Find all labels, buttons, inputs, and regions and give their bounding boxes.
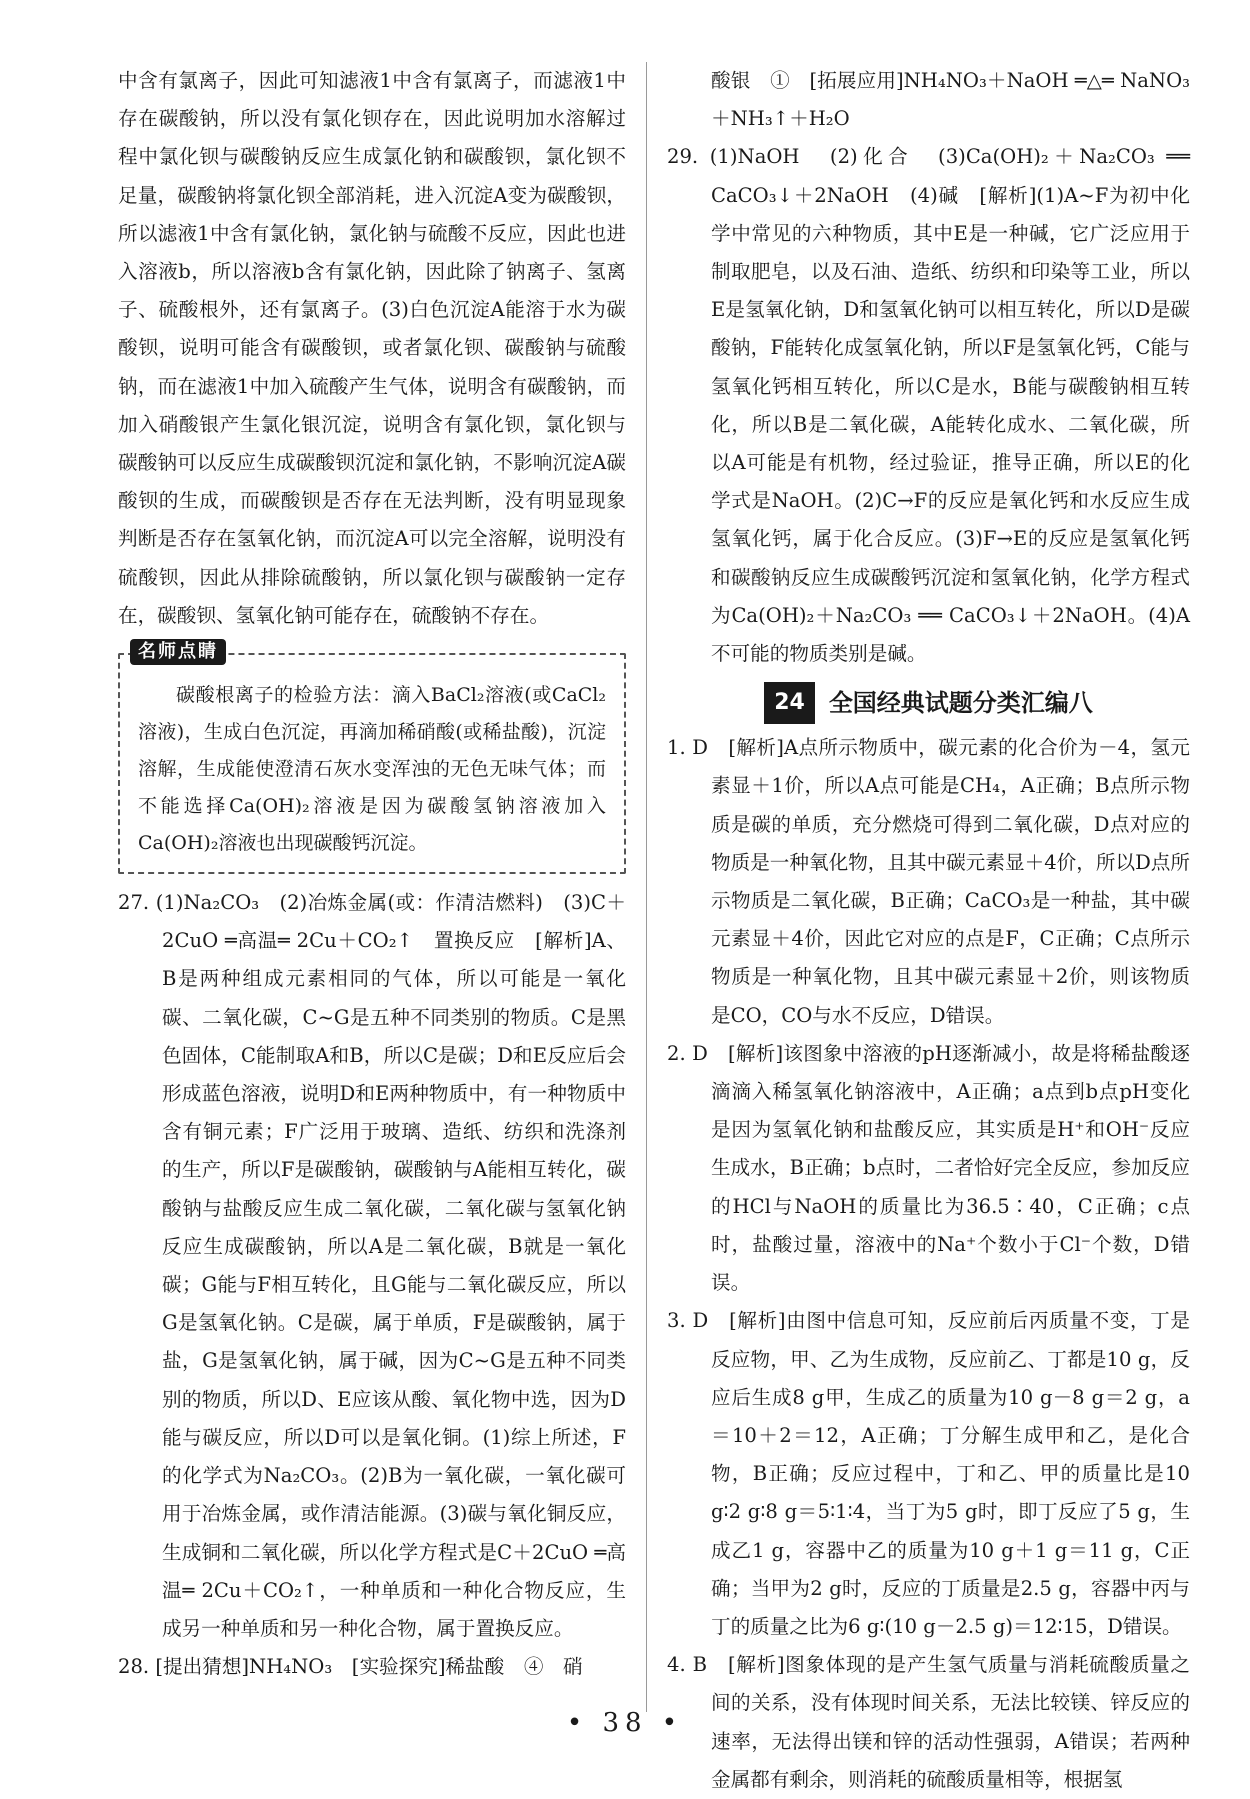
answer-2: 2. D [解析]该图象中溶液的pH逐渐减小，故是将稀盐酸逐滴滴入稀氢氧化钠溶液中，A正确；a点到b点pH变化是因为氢氧化钠和盐酸反应，其实质是H⁺和OH⁻反应生成水，B正确；b点时，二者恰好完全反应，参加反应的HCl与NaOH的质量比为36.5∶40，C正确；c点时，盐酸过量，溶液中的Na⁺个数小于Cl⁻个数，D错误。	[667, 1041, 1190, 1295]
tip-box	[118, 641, 626, 874]
answer-28-start: 28. [提出猜想]NH₄NO₃ [实验探究]稀盐酸 ④ 硝	[118, 1655, 583, 1679]
answer-27: 27. (1)Na₂CO₃ (2)冶炼金属(或：作清洁燃料) (3)C＋2CuO ═高温═ 2Cu＋CO₂↑ 置换反应 [解析]A、B是两种组成元素相同的气体，所以可能是一氧化碳、二氧化碳，C~G是五种不同类别的物质。C是黑色固体，C能制取A和B，所以C是碳；D和E反应后会形成蓝色溶液，说明D和E两种物质中，有一种物质中含有铜元素；F广泛用于玻璃、造纸、纺织和洗涤剂的生产，所以F是碳酸钠，碳酸钠与A能相互转化，碳酸钠与盐酸反应生成二氧化碳，二氧化碳与氢氧化钠反应生成碳酸钠，所以A是二氧化碳，B就是一氧化碳；G能与F相互转化，且G能与二氧化碳反应，所以G是氢氧化钠。C是碳，属于单质，F是碳酸钠，属于盐，G是氢氧化钠，属于碱，因为C~G是五种不同类别的物质，所以D、E应该从酸、氧化物中选，因为D能与碳反应，所以D可以是氧化铜。(1)综上所述，F的化学式为Na₂CO₃。(2)B为一氧化碳，一氧化碳可用于冶炼金属，或作清洁能源。(3)碳与氧化铜反应，生成铜和二氧化碳，所以化学方程式是C＋2CuO ═高温═ 2Cu＋CO₂↑，一种单质和一种化合物反应，生成另一种单质和另一种化合物，属于置换反应。	[118, 891, 626, 1640]
page-number	[0, 1708, 1250, 1738]
answer-29: 29. (1)NaOH (2)化合 (3)Ca(OH)₂＋Na₂CO₃ ══ CaCO₃↓＋2NaOH (4)碱 [解析](1)A~F为初中化学中常见的六种物质，其中E是一种碱，它广泛应用于制取肥皂，以及石油、造纸、纺织和印染等工业，所以E是氢氧化钠，D和氢氧化钠可以相互转化，所以D是碳酸钠，F能转化成氢氧化钠，所以F是氢氧化钙，C能与氢氧化钙相互转化，所以C是水，B能与碳酸钠相互转化，所以B是二氧化碳，A能转化成水、二氧化碳，所以A可能是有机物，经过验证，推导正确，所以E的化学式是NaOH。(2)C→F的反应是氧化钙和水反应生成氢氧化钙，属于化合反应。(3)F→E的反应是氢氧化钙和碳酸钠反应生成碳酸钙沉淀和氢氧化钠，化学方程式为Ca(OH)₂＋Na₂CO₃ ══ CaCO₃↓＋2NaOH。(4)A不可能的物质类别是碱。	[667, 145, 1190, 666]
intro-paragraph: 中含有氯离子，因此可知滤液1中含有氯离子，而滤液1中存在碳酸钠，所以没有氯化钡存在，因此说明加水溶解过程中氯化钡与碳酸钠反应生成氯化钠和碳酸钡，氯化钡不足量，碳酸钠将氯化钡全部消耗，进入沉淀A变为碳酸钡，所以滤液1中含有氯化钠，氯化钠与硫酸不反应，因此也进入溶液b，所以溶液b含有氯化钠，因此除了钠离子、氢离子、硫酸根外，还有氯离子。(3)白色沉淀A能溶于水为碳酸钡，说明可能含有碳酸钡，或者氯化钡、碳酸钠与硫酸钠，而在滤液1中加入硫酸产生气体，说明含有碳酸钠，而加入硝酸银产生氯化银沉淀，说明含有氯化钡，氯化钡与碳酸钠可以反应生成碳酸钡沉淀和氯化钠，不影响沉淀A碳酸钡的生成，而碳酸钡是否存在无法判断，没有明显现象判断是否存在氢氧化钠，而沉淀A可以完全溶解，说明没有硫酸钡，因此从排除硫酸钠，所以氯化钡与碳酸钠一定存在，碳酸钡、氢氧化钠可能存在，硫酸钠不存在。	[118, 69, 626, 627]
answer-4: 4. B [解析]图象体现的是产生氢气质量与消耗硫酸质量之间的关系，没有体现时间关系，无法比较镁、锌反应的速率，无法得出镁和锌的活动性强弱，A错误；若两种金属都有剩余，则消耗的硫酸质量相等，根据氢	[667, 1653, 1190, 1791]
left-column	[118, 62, 626, 1686]
page-number-text: • 38 •	[566, 1708, 684, 1738]
right-column	[667, 62, 1190, 1799]
column-divider	[646, 62, 647, 1712]
answer-28-end: 酸银 ① [拓展应用]NH₄NO₃＋NaOH ═△═ NaNO₃＋NH₃↑＋H₂O	[711, 69, 1190, 131]
section-title: 全国经典试题分类汇编八	[828, 689, 1093, 718]
answer-3: 3. D [解析]由图中信息可知，反应前后丙质量不变，丁是反应物，甲、乙为生成物，反应前乙、丁都是10 g，反应后生成8 g甲，生成乙的质量为10 g－8 g＝2 g，a＝10＋2＝12，A正确；丁分解生成甲和乙，是化合物，B正确；反应过程中，丁和乙、甲的质量比是10 g∶2 g∶8 g＝5∶1∶4，当丁为5 g时，即丁反应了5 g，生成乙1 g，容器中乙的质量为10 g＋1 g＝11 g，C正确；当甲为2 g时，反应的丁质量是2.5 g，容器中丙与丁的质量之比为6 g∶(10 g－2.5 g)＝12∶15，D错误。	[667, 1309, 1190, 1638]
section-heading	[667, 681, 1190, 725]
section-number: 24	[764, 682, 815, 724]
tip-text: 碳酸根离子的检验方法：滴入BaCl₂溶液(或CaCl₂溶液)，生成白色沉淀，再滴加稀硝酸(或稀盐酸)，沉淀溶解，生成能使澄清石灰水变浑浊的无色无味气体；而不能选择Ca(OH)₂溶液是因为碳酸氢钠溶液加入Ca(OH)₂溶液也出现碳酸钙沉淀。	[138, 684, 606, 855]
tip-tag: 名师点睛	[130, 639, 226, 665]
answer-1: 1. D [解析]A点所示物质中，碳元素的化合价为－4，氢元素显＋1价，所以A点可能是CH₄，A正确；B点所示物质是碳的单质，充分燃烧可得到二氧化碳，D点对应的物质是一种氧化物，且其中碳元素显＋4价，所以D点所示物质是二氧化碳，B正确；CaCO₃是一种盐，其中碳元素显＋4价，因此它对应的点是F，C正确；C点所示物质是一种氧化物，且其中碳元素显＋2价，则该物质是CO，CO与水不反应，D错误。	[667, 736, 1190, 1027]
